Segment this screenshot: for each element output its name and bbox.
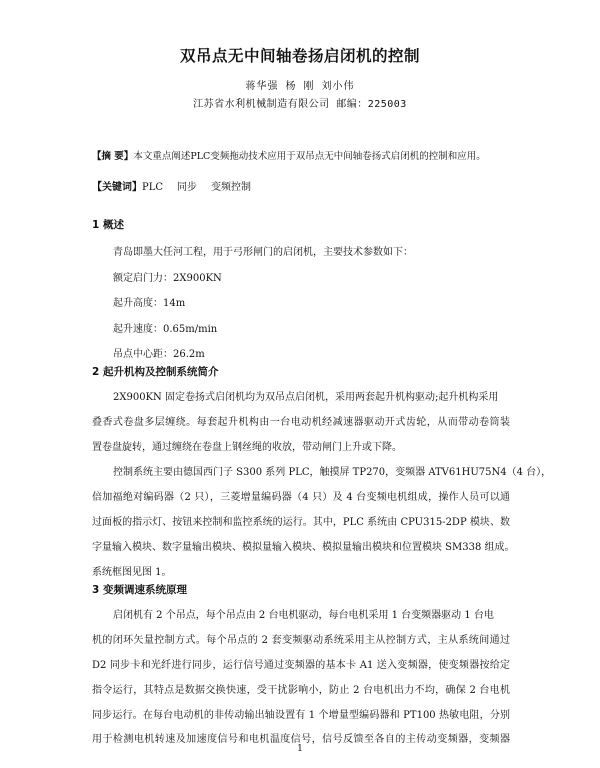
body-line: 用于检测电机转速及加速度信号和电机温度信号，信号反馈至各自的主传动变频器，变频器 (92, 734, 510, 745)
keyword: 同步 (177, 182, 198, 193)
body-line: 启闭机有 2 个吊点，每个吊点由 2 台电机驱动，每台电机采用 1 台变频器驱动 1 台电 (113, 610, 494, 621)
body-line: 过面板的指示灯、按钮来控制和监控系统的运行。其中，PLC 系统由 CPU315-2DP 模块、数 (92, 517, 510, 528)
affiliation: 江苏省水利机械制造有限公司 邮编：225003 (193, 99, 407, 110)
body-line: 倍加福绝对编码器（2 只），三菱增量编码器（4 只）及 4 台变频电机组成，操作人员可以通 (92, 492, 510, 503)
abstract-text: 本文重点阐述PLC变频拖动技术应用于双吊点无中间轴卷扬式启闭机的控制和应用。 (133, 151, 486, 162)
param-hoist-spacing: 吊点中心距：26.2m (113, 349, 205, 360)
keyword: 变频控制 (211, 182, 252, 193)
keyword: PLC (142, 182, 164, 193)
body-line: 系统框图见图 1。 (92, 567, 172, 578)
section-heading-mechanism: 2 起升机构及控制系统简介 (92, 366, 219, 378)
body-line: 控制系统主要由德国西门子 S300 系列 PLC，触摸屏 TP270，变频器 ATV61HU75N4（4 台）， (113, 467, 552, 478)
body-line: 机的闭环矢量控制方式。每个吊点的 2 套变频驱动系统采用主从控制方式，主从系统间通过 (92, 635, 510, 646)
body-line: 2X900KN 固定卷扬式启闭机均为双吊点启闭机，采用两套起升机构驱动;起升机构采用 (113, 392, 499, 403)
body-line: 置卷盘旋转，通过缠绕在卷盘上钢丝绳的收放，带动闸门上升或下降。 (92, 442, 402, 453)
param-lift-height: 起升高度：14m (113, 298, 186, 309)
abstract-label: 【摘 要】 (92, 151, 134, 162)
author-list: 蒋华强 杨 刚 刘小伟 (245, 81, 355, 92)
body-line: D2 同步卡和光纤进行同步，运行信号通过变频器的基本卡 A1 送入变频器，使变频器按给定 (92, 660, 510, 671)
param-lift-speed: 起升速度：0.65m/min (113, 324, 218, 335)
body-line: 青岛即墨大任河工程，用于弓形闸门的启闭机，主要技术参数如下： (113, 247, 413, 258)
paper-title: 双吊点无中间轴卷扬启闭机的控制 (179, 47, 420, 65)
keywords-label: 【关键词】 (92, 182, 142, 193)
body-line: 指令运行，其特点是数据交换快速，受干扰影响小，防止 2 台电机出力不均，确保 2 台电机 (92, 685, 510, 696)
abstract (92, 148, 562, 162)
body-line: 同步运行。在每台电动机的非传动输出轴设置有 1 个增量型编码器和 PT100 热敏电阻，分别 (92, 710, 510, 721)
body-line: 字量输入模块、数字量输出模块、模拟量输入模块、模拟量输出模块和位置模块 SM338 组成。 (92, 542, 515, 553)
body-line: 叠香式卷盘多层缠绕。每套起升机构由一台电动机经减速器驱动开式齿轮，从而带动卷筒装 (92, 417, 510, 428)
section-heading-overview: 1 概述 (92, 219, 124, 231)
param-rated-force: 额定启门力：2X900KN (113, 273, 222, 284)
page-number: 1 (297, 744, 303, 754)
keywords (92, 178, 562, 193)
section-heading-vfd-principle: 3 变频调速系统原理 (92, 584, 187, 596)
